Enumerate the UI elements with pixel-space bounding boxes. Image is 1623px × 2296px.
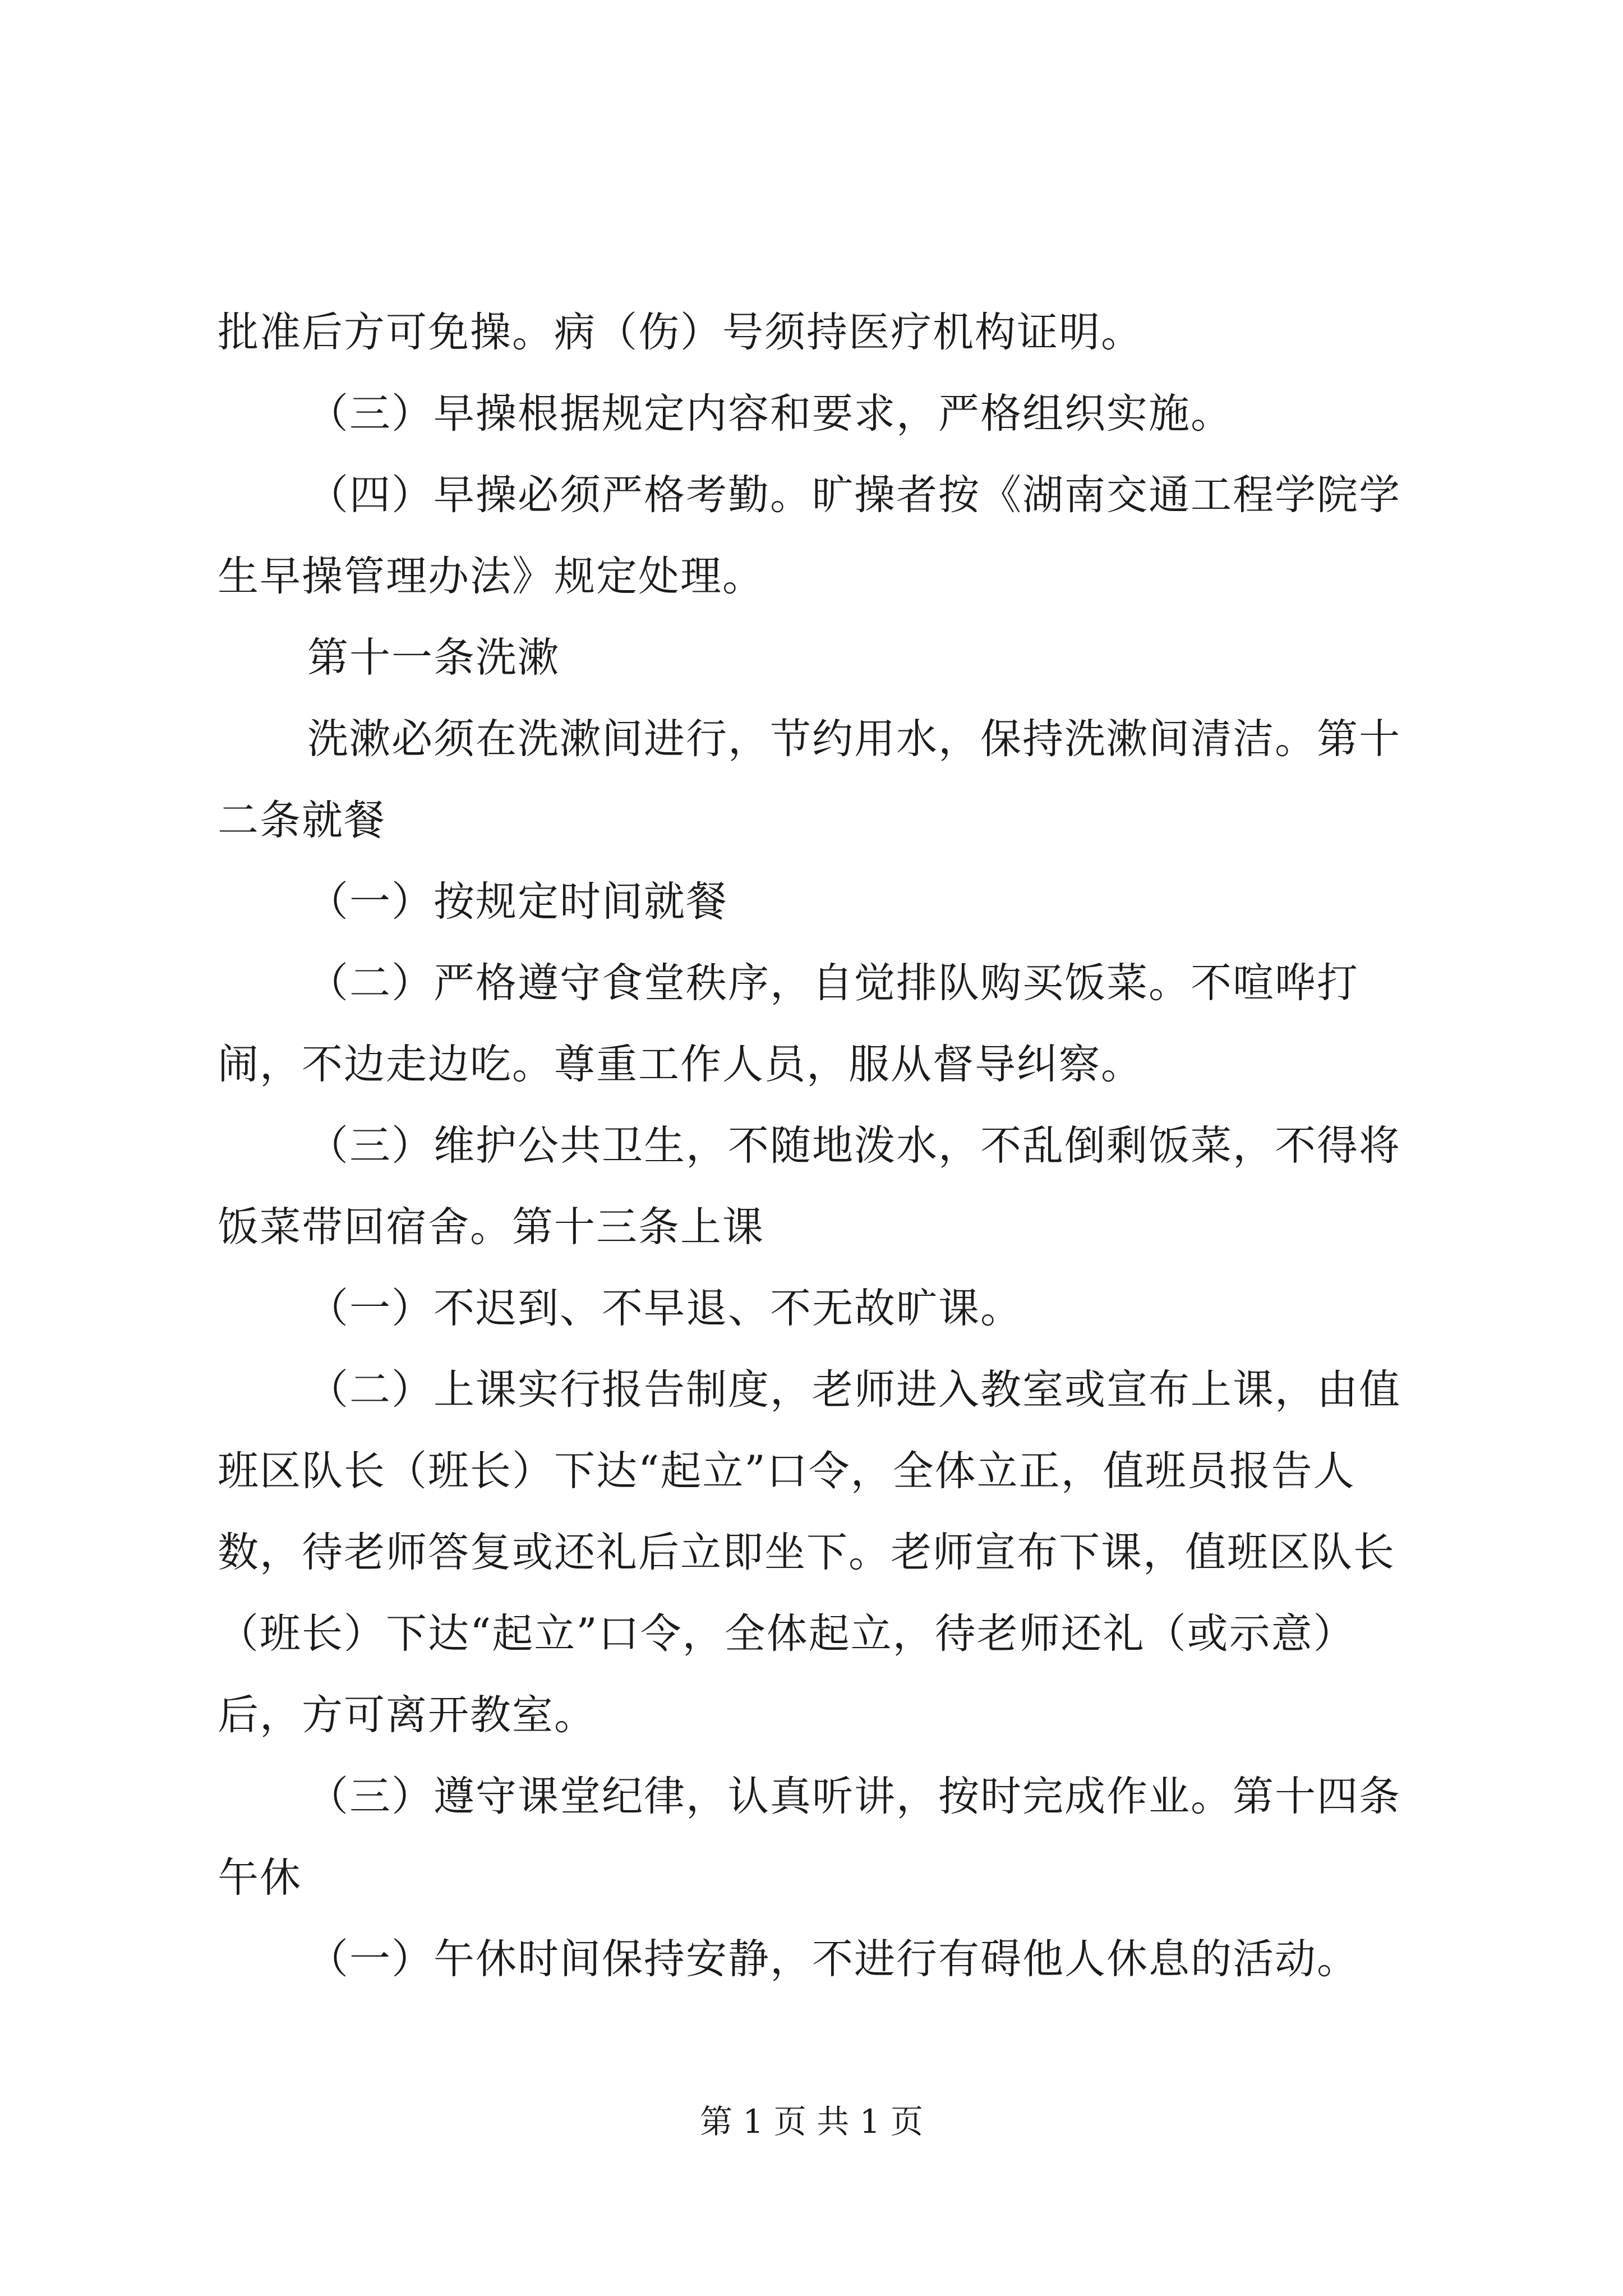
paragraph-2: （三）早操根据规定内容和要求，严格组织实施。 [307, 390, 1233, 438]
paragraph-9: （一）不迟到、不早退、不无故旷课。 [307, 1285, 1022, 1332]
paragraph-6: （一）按规定时间就餐 [307, 878, 728, 926]
page-number-footer: 第 1 页 共 1 页 [700, 2102, 923, 2141]
paragraph-10: （二）上课实行报告制度，老师进入教室或宣布上课，由值班区队长（班长）下达“起立”口令，全体立正，值班员报告人数，待老师答复或还礼后立即坐下。老师宣布下课，值班区队长（班长）下达“起立”口令，全体起立，待老师还礼（或示意）后，方可离开教室。 [218, 1366, 1401, 1739]
paragraph-7: （二）严格遵守食堂秩序，自觉排队购买饭菜。不喧哗打闹，不边走边吃。尊重工作人员，服从督导纠察。 [218, 959, 1359, 1088]
paragraph-3: （四）早操必须严格考勤。旷操者按《湖南交通工程学院学生早操管理办法》规定处理。 [218, 471, 1401, 600]
paragraph-8: （三）维护公共卫生，不随地泼水，不乱倒剩饭菜，不得将饭菜带回宿舍。第十三条上课 [218, 1122, 1401, 1251]
paragraph-12: （一）午休时间保持安静，不进行有碍他人休息的活动。 [307, 1935, 1359, 1983]
document-body [218, 292, 1418, 2000]
paragraph-1: 批准后方可免操。病（伤）号须持医疗机构证明。 [218, 309, 1143, 356]
paragraph-4: 第十一条洗漱 [307, 634, 560, 682]
paragraph-11: （三）遵守课堂纪律，认真听讲，按时完成作业。第十四条午休 [218, 1773, 1401, 1902]
paragraph-5: 洗漱必须在洗漱间进行，节约用水，保持洗漱间清洁。第十二条就餐 [218, 715, 1401, 844]
